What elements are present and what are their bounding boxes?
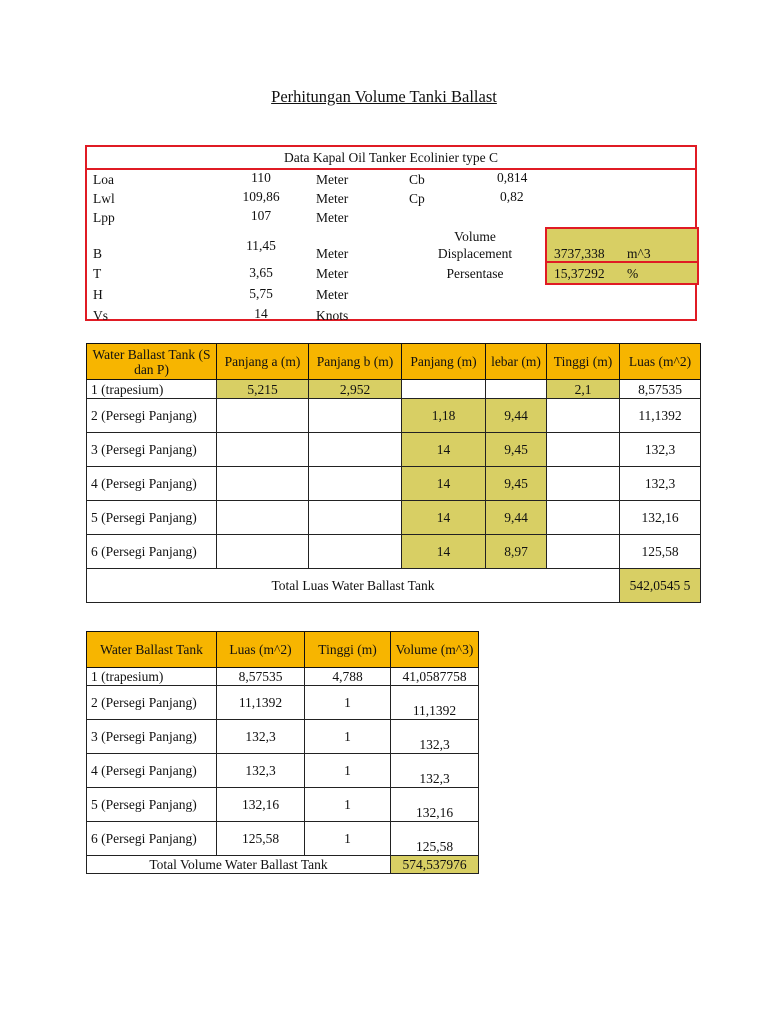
ship-value: 11,45 — [246, 238, 276, 253]
table-row — [87, 668, 479, 686]
total-label: Total Luas Water Ballast Tank — [87, 569, 620, 603]
luas-cell: 132,3 — [217, 720, 305, 754]
table-header-row — [87, 344, 701, 380]
total-row — [87, 569, 701, 603]
tank-name: 5 (Persegi Panjang) — [87, 501, 217, 535]
luas-cell: 8,57535 — [620, 380, 701, 399]
column-header: Luas (m^2) — [217, 632, 305, 668]
table-row — [87, 686, 479, 720]
tinggi-cell: 2,1 — [547, 380, 620, 399]
panjang-b-cell — [309, 433, 402, 467]
page-title: Perhitungan Volume Tanki Ballast — [271, 87, 497, 106]
area-table — [86, 343, 701, 603]
luas-cell: 132,16 — [620, 501, 701, 535]
tank-name: 2 (Persegi Panjang) — [87, 399, 217, 433]
volume-cell: 41,0587758 — [391, 668, 479, 686]
lebar-cell: 9,45 — [486, 433, 547, 467]
ship-unit: Meter — [316, 172, 349, 187]
volume-table — [86, 631, 479, 874]
tank-name: 5 (Persegi Panjang) — [87, 788, 217, 822]
luas-cell: 8,57535 — [217, 668, 305, 686]
panjang-cell: 14 — [402, 467, 486, 501]
table-row — [87, 501, 701, 535]
displacement-label: Displacement — [437, 246, 513, 261]
tank-name: 1 (trapesium) — [87, 380, 217, 399]
panjang-b-cell — [309, 399, 402, 433]
ship-label: T — [93, 266, 102, 281]
column-header: Water Ballast Tank — [87, 632, 217, 668]
ship-unit: Meter — [316, 266, 349, 281]
coef-label: Cp — [409, 191, 425, 206]
tinggi-cell: 1 — [305, 720, 391, 754]
tinggi-cell: 1 — [305, 788, 391, 822]
column-header: Luas (m^2) — [620, 344, 701, 380]
tank-name: 4 (Persegi Panjang) — [87, 754, 217, 788]
persentase-unit: % — [627, 266, 639, 281]
coef-label: Cb — [409, 172, 425, 187]
ship-value: 109,86 — [242, 189, 280, 204]
table-row — [87, 399, 701, 433]
volume-displacement-cell — [545, 227, 699, 263]
panjang-a-cell — [217, 467, 309, 501]
tank-name: 1 (trapesium) — [87, 668, 217, 686]
tinggi-cell — [547, 433, 620, 467]
ship-data-header: Data Kapal Oil Tanker Ecolinier type C — [284, 150, 498, 165]
table-row — [87, 720, 479, 754]
tinggi-cell — [547, 501, 620, 535]
ship-label: H — [93, 287, 103, 302]
tank-name: 2 (Persegi Panjang) — [87, 686, 217, 720]
luas-cell: 132,16 — [217, 788, 305, 822]
ship-unit: Meter — [316, 246, 349, 261]
tinggi-cell: 4,788 — [305, 668, 391, 686]
ship-value: 110 — [251, 170, 271, 185]
column-header: Panjang a (m) — [217, 344, 309, 380]
tinggi-cell: 1 — [305, 686, 391, 720]
tank-name: 6 (Persegi Panjang) — [87, 535, 217, 569]
total-row — [87, 856, 479, 874]
panjang-cell: 14 — [402, 501, 486, 535]
table-row — [87, 788, 479, 822]
total-value: 574,537976 — [391, 856, 479, 874]
ship-label: Loa — [93, 172, 114, 187]
panjang-a-cell — [217, 433, 309, 467]
volume-cell: 11,1392 — [391, 686, 479, 720]
table-row — [87, 467, 701, 501]
ship-label: Lpp — [93, 210, 115, 225]
panjang-cell — [402, 380, 486, 399]
panjang-a-cell — [217, 535, 309, 569]
panjang-cell: 14 — [402, 433, 486, 467]
luas-cell: 132,3 — [620, 467, 701, 501]
ship-value: 107 — [250, 208, 272, 223]
ship-value: 5,75 — [249, 286, 273, 301]
persentase-value: 15,37292 — [554, 266, 605, 281]
tank-name: 4 (Persegi Panjang) — [87, 467, 217, 501]
ship-value: 14 — [254, 306, 268, 321]
luas-cell: 125,58 — [217, 822, 305, 856]
panjang-b-cell — [309, 501, 402, 535]
ship-label: Lwl — [93, 191, 115, 206]
luas-cell: 125,58 — [620, 535, 701, 569]
panjang-a-cell — [217, 501, 309, 535]
tinggi-cell: 1 — [305, 822, 391, 856]
column-header: Panjang b (m) — [309, 344, 402, 380]
tank-name: 3 (Persegi Panjang) — [87, 720, 217, 754]
column-header: Volume (m^3) — [391, 632, 479, 668]
volume-cell: 132,3 — [391, 754, 479, 788]
total-label: Total Volume Water Ballast Tank — [87, 856, 391, 874]
luas-cell: 132,3 — [620, 433, 701, 467]
ship-unit: Meter — [316, 210, 349, 225]
volume-unit: m^3 — [627, 246, 651, 261]
panjang-a-cell — [217, 399, 309, 433]
volume-cell: 132,16 — [391, 788, 479, 822]
total-value: 542,0545 5 — [620, 569, 701, 603]
table-row — [87, 433, 701, 467]
ship-header-divider — [85, 168, 697, 170]
column-header: Panjang (m) — [402, 344, 486, 380]
volume-cell: 132,3 — [391, 720, 479, 754]
panjang-cell: 1,18 — [402, 399, 486, 433]
ship-unit: Knots — [316, 308, 349, 323]
table-row — [87, 535, 701, 569]
luas-cell: 132,3 — [217, 754, 305, 788]
panjang-b-cell — [309, 467, 402, 501]
volume-label: Volume — [454, 229, 496, 244]
luas-cell: 11,1392 — [620, 399, 701, 433]
volume-cell: 125,58 — [391, 822, 479, 856]
ship-label: B — [93, 246, 103, 261]
volume-value: 3737,338 — [554, 246, 605, 261]
panjang-b-cell: 2,952 — [309, 380, 402, 399]
ship-label: Vs — [93, 308, 109, 323]
column-header: Water Ballast Tank (S dan P) — [87, 344, 217, 380]
lebar-cell: 9,45 — [486, 467, 547, 501]
panjang-cell: 14 — [402, 535, 486, 569]
tinggi-cell: 1 — [305, 754, 391, 788]
ship-unit: Meter — [316, 191, 349, 206]
column-header: Tinggi (m) — [547, 344, 620, 380]
table-row — [87, 380, 701, 399]
table-header-row — [87, 632, 479, 668]
tank-name: 3 (Persegi Panjang) — [87, 433, 217, 467]
lebar-cell: 9,44 — [486, 501, 547, 535]
column-header: lebar (m) — [486, 344, 547, 380]
tinggi-cell — [547, 399, 620, 433]
column-header: Tinggi (m) — [305, 632, 391, 668]
luas-cell: 11,1392 — [217, 686, 305, 720]
lebar-cell — [486, 380, 547, 399]
coef-value: 0,814 — [497, 170, 528, 185]
table-row — [87, 754, 479, 788]
panjang-b-cell — [309, 535, 402, 569]
ship-value: 3,65 — [249, 265, 273, 280]
coef-value: 0,82 — [500, 189, 524, 204]
panjang-a-cell: 5,215 — [217, 380, 309, 399]
lebar-cell: 9,44 — [486, 399, 547, 433]
tinggi-cell — [547, 535, 620, 569]
lebar-cell: 8,97 — [486, 535, 547, 569]
persentase-cell — [545, 261, 699, 285]
persentase-label: Persentase — [446, 266, 504, 281]
ship-unit: Meter — [316, 287, 349, 302]
table-row — [87, 822, 479, 856]
tank-name: 6 (Persegi Panjang) — [87, 822, 217, 856]
tinggi-cell — [547, 467, 620, 501]
